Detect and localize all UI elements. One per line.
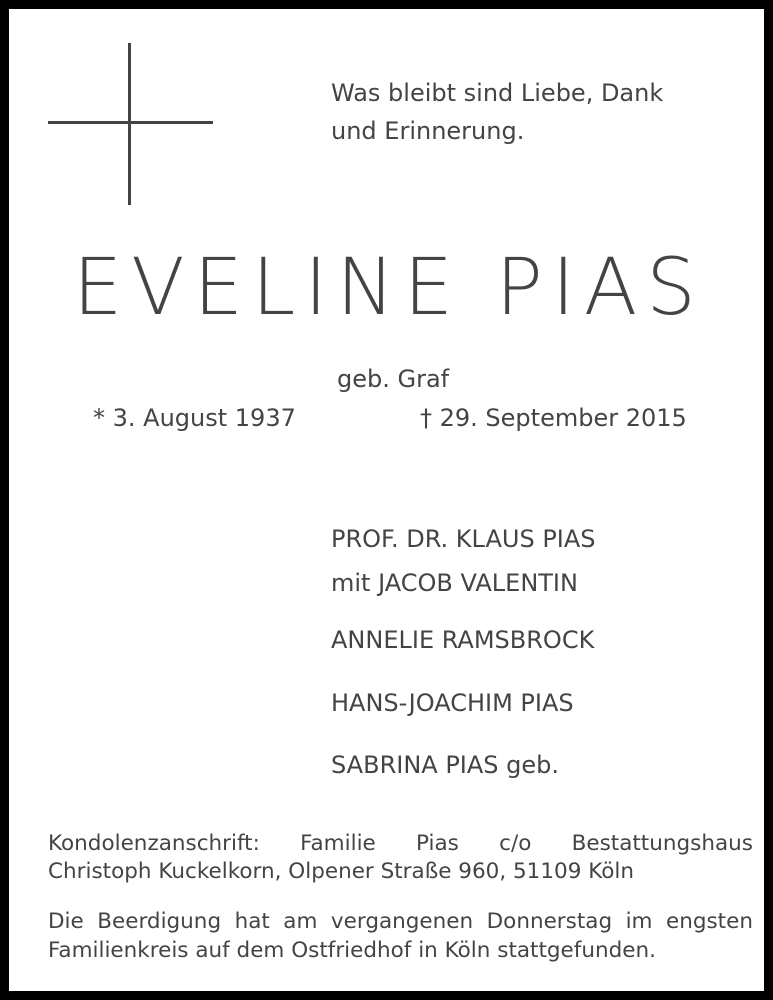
funeral-word: am <box>283 909 318 934</box>
funeral-word: Beerdigung <box>97 909 222 934</box>
funeral-word: engsten <box>665 909 753 934</box>
birth-date: * 3. August 1937 <box>93 404 296 432</box>
condolence-word: Bestattungshaus <box>571 831 753 856</box>
family-line-5: SABRINA PIAS geb. <box>331 751 560 779</box>
cross-vertical-bar <box>128 43 131 205</box>
maiden-name: geb. Graf <box>337 365 450 393</box>
funeral-line-1 <box>48 911 753 933</box>
motto-line-1: Was bleibt sind Liebe, Dank <box>331 79 664 107</box>
condolence-word: Pias <box>416 831 459 856</box>
family-line-3: ANNELIE RAMSBROCK <box>331 626 595 654</box>
family-line-1: PROF. DR. KLAUS PIAS <box>331 525 596 553</box>
funeral-word: im <box>625 909 653 934</box>
death-date: † 29. September 2015 <box>420 404 687 432</box>
motto-line-2: und Erinnerung. <box>331 117 525 145</box>
funeral-word: vergangenen <box>330 909 474 934</box>
deceased-name: EVELINE PIAS <box>73 243 705 333</box>
condolence-word: c/o <box>499 831 532 856</box>
condolence-word: Kondolenzanschrift: <box>48 831 260 856</box>
funeral-word: Die <box>48 909 84 934</box>
condolence-word: Familie <box>300 831 376 856</box>
family-line-2: mit JACOB VALENTIN <box>331 569 578 597</box>
funeral-line-2: Familienkreis auf dem Ostfriedhof in Köln stattgefunden. <box>48 938 656 963</box>
cross-horizontal-bar <box>48 121 213 124</box>
condolence-line-1 <box>48 833 753 855</box>
funeral-word: hat <box>234 909 270 934</box>
funeral-word: Donnerstag <box>486 909 613 934</box>
condolence-line-2: Christoph Kuckelkorn, Olpener Straße 960, 51109 Köln <box>48 859 635 884</box>
family-line-4: HANS-JOACHIM PIAS <box>331 689 574 717</box>
